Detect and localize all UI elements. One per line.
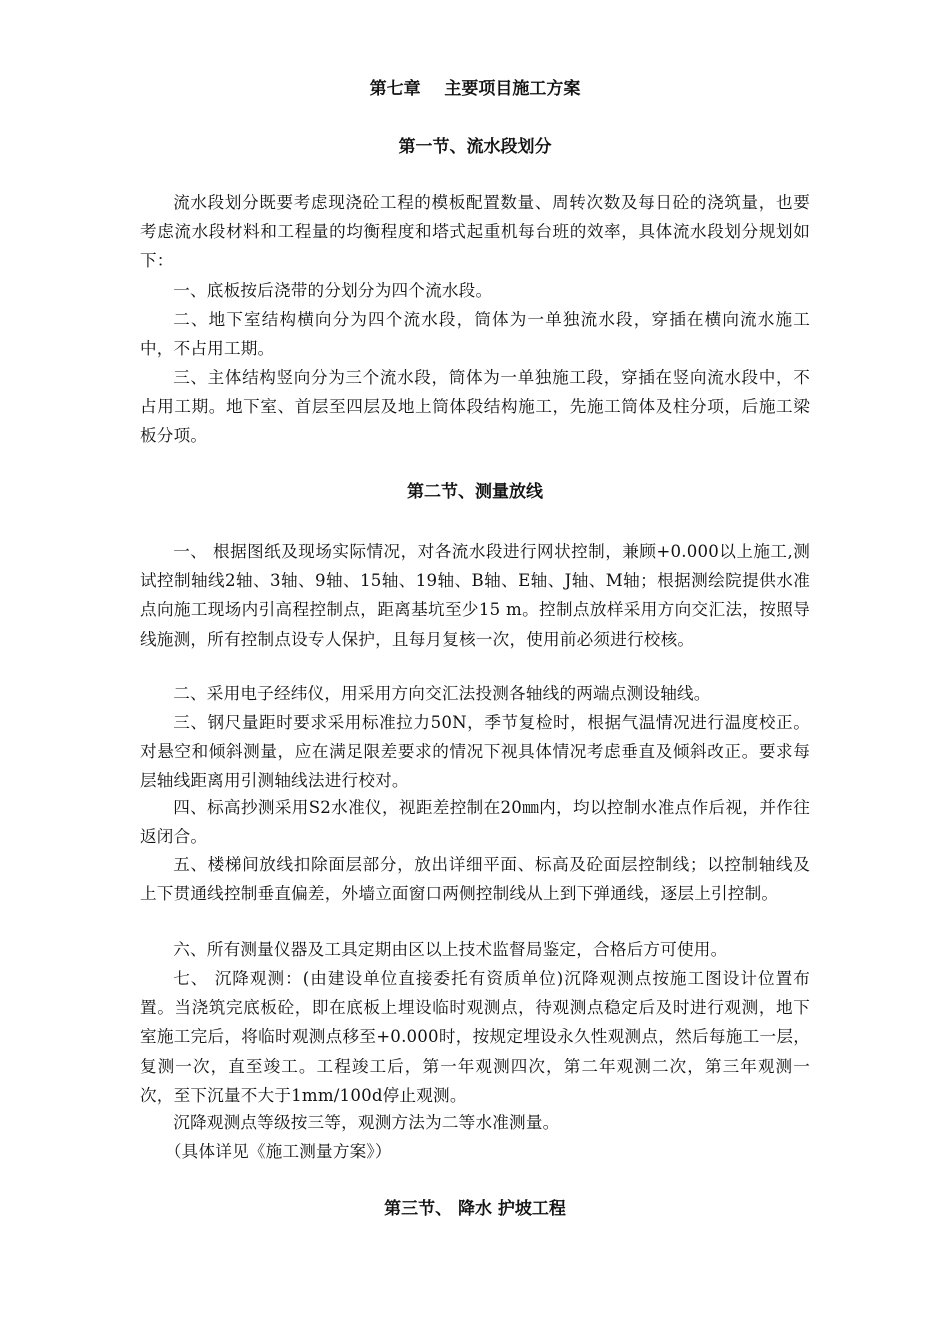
section-2-paragraph-1: 一、 根据图纸及现场实际情况，对各流水段进行网状控制，兼顾+0.000以上施工,测试控制轴线2轴、3轴、9轴、15轴、19轴、B轴、E轴、J轴、M轴；根据测绘院提供水准点向施工现场内引高程控制点，距离基坑至少15 m。控制点放样采用方向交汇法，按照导线施测，所有控制点设专人保护，且每月复核一次，使用前必须进行校核。	[140, 542, 810, 649]
section-2-title: 第二节、测量放线	[407, 482, 543, 502]
section-2-paragraph-6: 六、所有测量仪器及工具定期由区以上技术监督局鉴定，合格后方可使用。	[173, 940, 728, 959]
section-1-paragraph-2: 二、地下室结构横向分为四个流水段，筒体为一单独流水段，穿插在横向流水施工中，不占用工期。	[140, 310, 810, 359]
section-2-paragraph-8: 沉降观测点等级按三等，观测方法为二等水准测量。	[173, 1113, 560, 1132]
section-2-paragraph-7: 七、 沉降观测：(由建设单位直接委托有资质单位)沉降观测点按施工图设计位置布置。当浇筑完底板砼，即在底板上埋设临时观测点，待观测点稳定后及时进行观测，地下室施工完后，将临时观测点移至+0.000时，按规定埋设永久性观测点，然后每施工一层，复测一次，直至竣工。工程竣工后，第一年观测四次，第二年观测二次，第三年观测一次，至下沉量不大于1mm/100d停止观测。	[140, 969, 810, 1105]
section-1-paragraph-intro: 流水段划分既要考虑现浇砼工程的模板配置数量、周转次数及每日砼的浇筑量，也要考虑流水段材料和工程量的均衡程度和塔式起重机每台班的效率，具体流水段划分规划如下：	[140, 193, 810, 271]
section-2-paragraph-4: 四、标高抄测采用S2水准仪，视距差控制在20㎜内，均以控制水准点作后视，并作往返闭合。	[140, 798, 810, 847]
section-2-paragraph-2: 二、采用电子经纬仪，用采用方向交汇法投测各轴线的两端点测设轴线。	[173, 684, 711, 703]
section-1-title: 第一节、流水段划分	[398, 137, 552, 157]
section-1-paragraph-3: 三、主体结构竖向分为三个流水段，筒体为一单独施工段，穿插在竖向流水段中，不占用工期。地下室、首层至四层及地上筒体段结构施工，先施工筒体及柱分项，后施工梁板分项。	[140, 368, 810, 446]
chapter-title: 第七章 主要项目施工方案	[369, 79, 581, 99]
section-3-title: 第三节、 降水 护坡工程	[384, 1199, 566, 1219]
section-2-paragraph-3: 三、钢尺量距时要求采用标准拉力50N，季节复检时，根据气温情况进行温度校正。对悬空和倾斜测量，应在满足限差要求的情况下视具体情况考虑垂直及倾斜改正。要求每层轴线距离用引测轴线法进行校对。	[140, 713, 810, 791]
section-2-reference-note: （具体详见《施工测量方案》）	[164, 1142, 392, 1161]
section-2-paragraph-5: 五、楼梯间放线扣除面层部分，放出详细平面、标高及砼面层控制线；以控制轴线及上下贯通线控制垂直偏差，外墙立面窗口两侧控制线从上到下弹通线，逐层上引控制。	[140, 855, 810, 904]
section-1-paragraph-1: 一、底板按后浇带的分划分为四个流水段。	[173, 281, 493, 300]
